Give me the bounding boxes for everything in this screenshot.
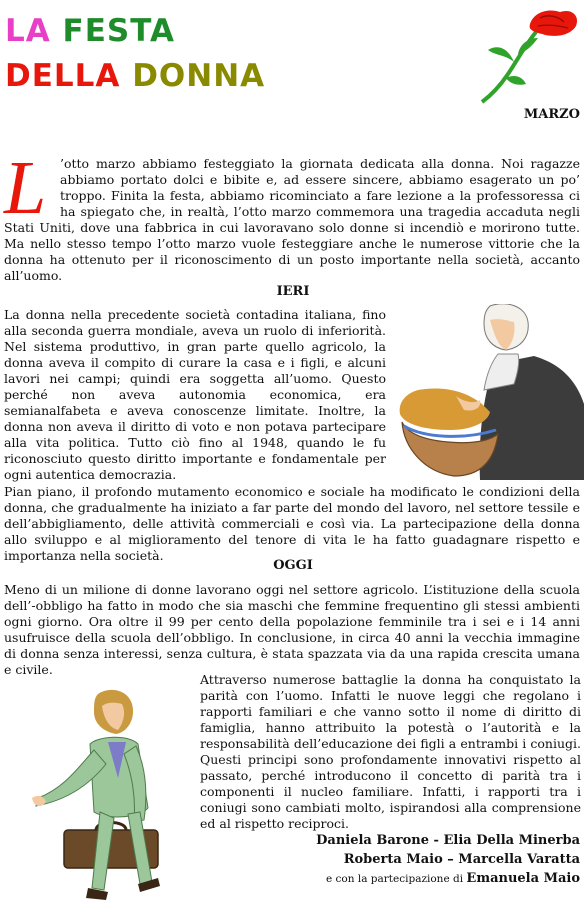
title-word-donna: DONNA (132, 58, 266, 94)
month-label: MARZO (523, 107, 580, 122)
oggi-paragraph-2: Attraverso numerose battaglie la donna ha conquistato la parità con l’uomo. Infatti le nuove leggi che regolano i rapporti familiari e che vanno sotto il nome di diritto di famiglia, hanno attribuito la potestà o l’autorità e la responsabilità dell’educazione dei figli a entrambi i coniugi. Questi principi sono profondamente innovativi rispetto al passato, perché introducono il concetto di parità tra i componenti il nucleo familiare. Infatti, i rapporti tra i coniugi sono cambiati molto, ispirandosi alla comprensione ed al rispetto reciproci. (200, 672, 581, 831)
title-word-festa: FESTA (62, 13, 175, 49)
title-word-la: LA (5, 13, 63, 49)
authors-line-2: Roberta Maio – Marcella Varatta (343, 852, 580, 867)
businesswoman-illustration (28, 688, 198, 914)
peasant-woman-illustration (394, 304, 584, 480)
authors-line-1: Daniela Barone - Elia Della Minerba (316, 833, 580, 848)
rose-illustration (478, 4, 582, 104)
ieri-paragraph-1: La donna nella precedente società contadina italiana, fino alla seconda guerra mondiale, aveva un ruolo di inferiorità. Nel sistema produttivo, in gran parte quello agricolo, la donna aveva il compito di curare la casa e i figli, e alcuni lavori nei campi; quindi era soggetta all’uomo. Questo perché non aveva autonomia economica, era semianalfabeta e aveva conoscenze limitate. Inoltre, la donna non aveva il diritto di voto e non potava partecipare alla vita politica. Tutto ciò fino al 1948, quando le fu riconosciuto questo diritto importante e fondamentale per ogni autentica democrazia. (4, 307, 386, 482)
drop-cap: L (4, 146, 47, 230)
section-heading-oggi: OGGI (273, 558, 313, 573)
authors-participation-prefix: e con la partecipazione di (326, 873, 467, 885)
intro-text: ’otto marzo abbiamo festeggiato la giornata dedicata alla donna. Noi ragazze abbiamo portato dolci e bibite e, ad essere sincere, abbiamo esagerato un po’ troppo. Finita la festa, abbiamo ricominciato a fare lezione a la professoressa ci ha spiegato che, in realtà, l’otto marzo commemora una tragedia accaduta negli Stati Uniti, dove una fabbrica in cui lavoravano solo donne si incendiò e morirono tutte. Ma nello stesso tempo l’otto marzo vuole festeggiare anche le numerose vittorie che la donna ha ottenuto per il riconoscimento di un posto importante nella società, accanto all’uomo. (4, 156, 580, 283)
authors-participation-name: Emanuela Maio (466, 871, 580, 886)
intro-paragraph (4, 156, 580, 284)
title-word-della: DELLA (5, 58, 133, 94)
title-line-2 (5, 58, 265, 94)
title-line-1 (5, 13, 175, 49)
ieri-paragraph-2: Pian piano, il profondo mutamento economico e sociale ha modificato le condizioni della donna, che gradualmente ha iniziato a far parte del mondo del lavoro, nel settore tessile e dell’abbigliamento, delle attività commerciali e così via. La partecipazione della donna allo sviluppo e al miglioramento del tenore di vita le ha fatto guadagnare rispetto e importanza nella società. (4, 484, 580, 563)
authors-line-3 (326, 870, 580, 888)
oggi-paragraph-1: Meno di un milione di donne lavorano oggi nel settore agricolo. L’istituzione della scuola dell’-obbligo ha fatto in modo che sia maschi che femmine frequentino gli stessi ambienti ogni giorno. Ora oltre il 99 per cento della popolazione femminile tra i sei e i 14 anni usufruisce della scuola dell’obbligo. In conclusione, in circa 40 anni la vecchia immagine di donna senza interessi, senza cultura, è stata spazzata via da una rapida crescita umana e civile. (4, 582, 580, 677)
section-heading-ieri: IERI (276, 284, 310, 299)
